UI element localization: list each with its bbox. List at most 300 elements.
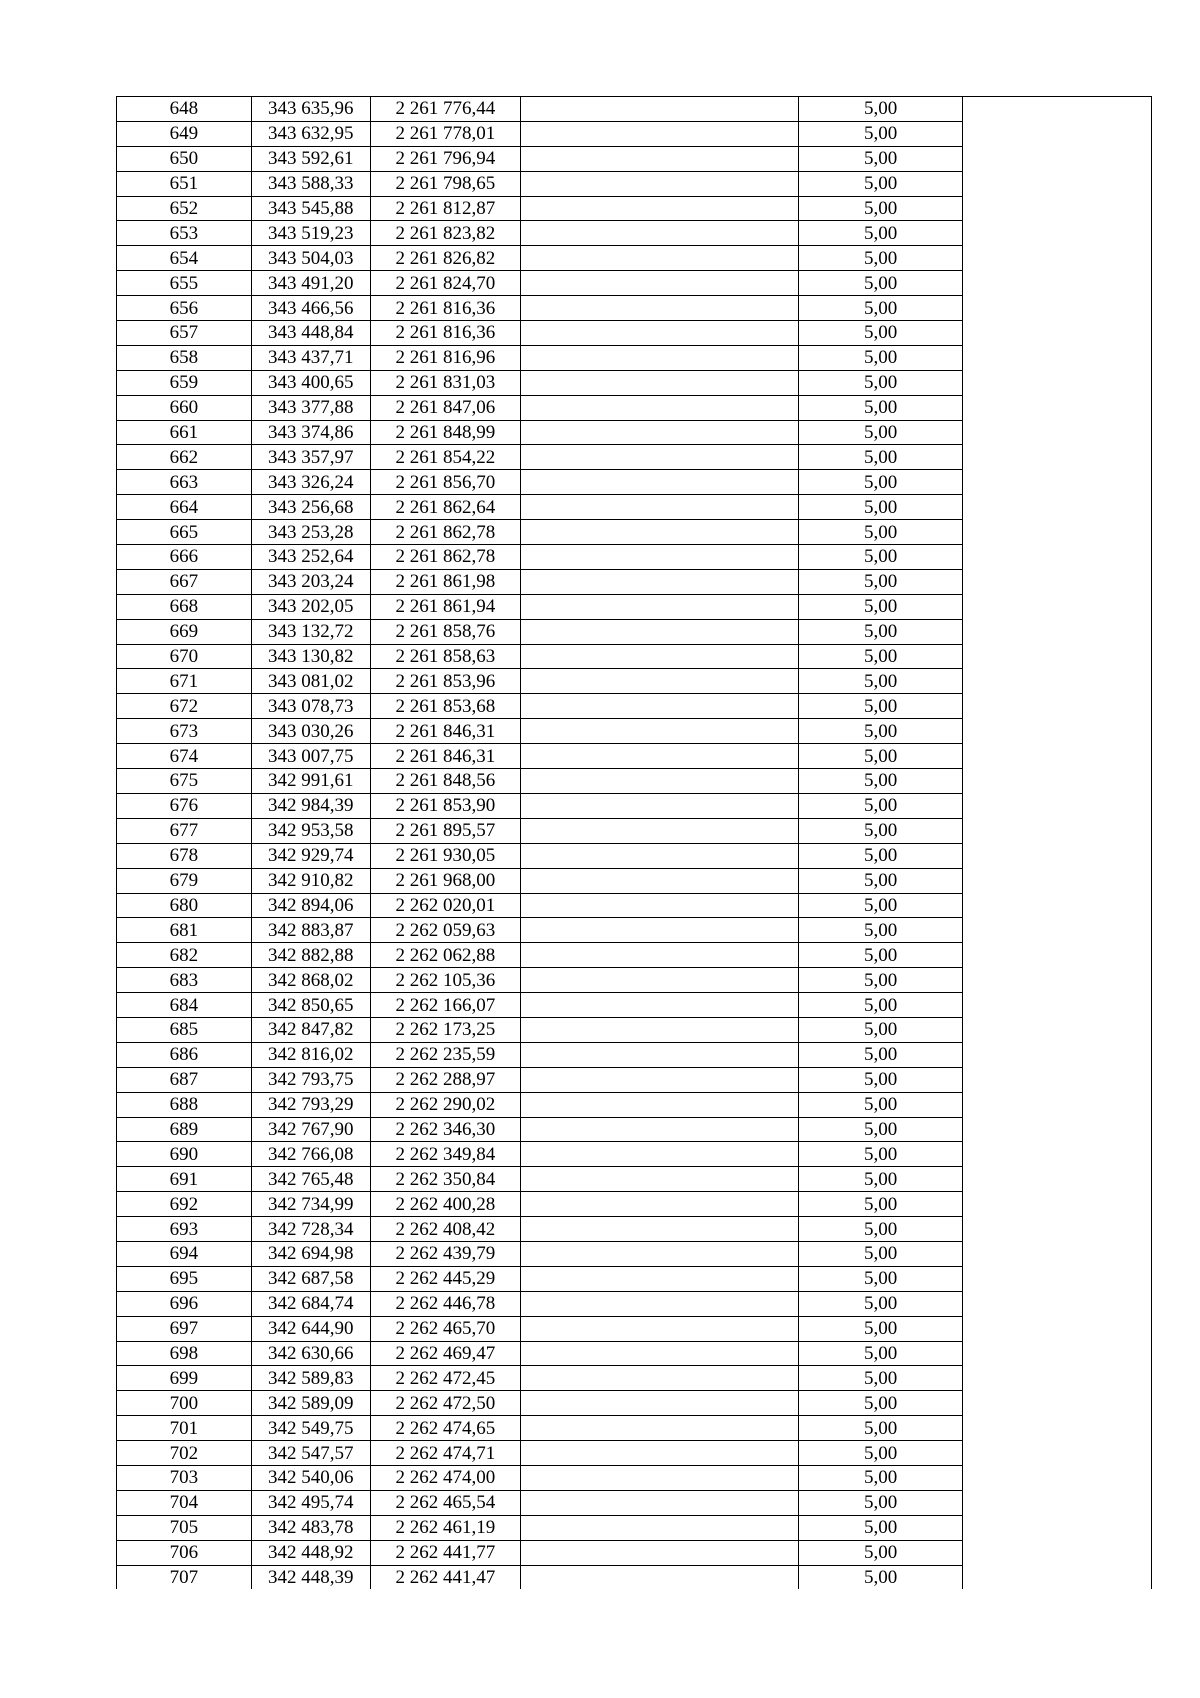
table-row: [117, 545, 1152, 570]
x-coordinate-cell: 342 684,74: [251, 1291, 370, 1316]
x-coordinate-cell: 343 635,96: [251, 97, 370, 122]
table-row: [117, 968, 1152, 993]
x-coordinate-cell: 343 400,65: [251, 370, 370, 395]
point-number-cell: 673: [117, 719, 252, 744]
x-coordinate-cell: 342 868,02: [251, 968, 370, 993]
x-coordinate-cell: 342 483,78: [251, 1515, 370, 1540]
note-cell: [962, 1490, 1151, 1515]
x-coordinate-cell: 343 519,23: [251, 221, 370, 246]
distance-cell: 5,00: [799, 1167, 962, 1192]
x-coordinate-cell: 343 504,03: [251, 246, 370, 271]
point-number-cell: 655: [117, 271, 252, 296]
table-row: [117, 1515, 1152, 1540]
distance-cell: 5,00: [799, 321, 962, 346]
note-cell: [962, 619, 1151, 644]
empty-cell: [520, 445, 799, 470]
empty-cell: [520, 171, 799, 196]
note-cell: [962, 1142, 1151, 1167]
note-cell: [962, 1217, 1151, 1242]
empty-cell: [520, 993, 799, 1018]
point-number-cell: 651: [117, 171, 252, 196]
empty-cell: [520, 1042, 799, 1067]
y-coordinate-cell: 2 262 474,65: [370, 1416, 520, 1441]
point-number-cell: 672: [117, 694, 252, 719]
table-row: [117, 520, 1152, 545]
table-row: [117, 1092, 1152, 1117]
x-coordinate-cell: 343 588,33: [251, 171, 370, 196]
y-coordinate-cell: 2 261 862,78: [370, 520, 520, 545]
distance-cell: 5,00: [799, 1515, 962, 1540]
table-row: [117, 296, 1152, 321]
point-number-cell: 692: [117, 1192, 252, 1217]
distance-cell: 5,00: [799, 545, 962, 570]
y-coordinate-cell: 2 261 816,96: [370, 345, 520, 370]
x-coordinate-cell: 343 132,72: [251, 619, 370, 644]
table-row: [117, 1266, 1152, 1291]
distance-cell: 5,00: [799, 1366, 962, 1391]
table-row: [117, 146, 1152, 171]
distance-cell: 5,00: [799, 1416, 962, 1441]
note-cell: [962, 1441, 1151, 1466]
y-coordinate-cell: 2 262 474,00: [370, 1465, 520, 1490]
note-cell: [962, 868, 1151, 893]
y-coordinate-cell: 2 261 824,70: [370, 271, 520, 296]
distance-cell: 5,00: [799, 520, 962, 545]
table-row: [117, 1042, 1152, 1067]
distance-cell: 5,00: [799, 1291, 962, 1316]
table-row: [117, 470, 1152, 495]
y-coordinate-cell: 2 262 350,84: [370, 1167, 520, 1192]
point-number-cell: 685: [117, 1017, 252, 1042]
y-coordinate-cell: 2 261 831,03: [370, 370, 520, 395]
table-row: [117, 694, 1152, 719]
distance-cell: 5,00: [799, 1042, 962, 1067]
table-row: [117, 1067, 1152, 1092]
distance-cell: 5,00: [799, 943, 962, 968]
y-coordinate-cell: 2 261 776,44: [370, 97, 520, 122]
distance-cell: 5,00: [799, 993, 962, 1018]
distance-cell: 5,00: [799, 345, 962, 370]
distance-cell: 5,00: [799, 420, 962, 445]
empty-cell: [520, 1416, 799, 1441]
distance-cell: 5,00: [799, 146, 962, 171]
empty-cell: [520, 893, 799, 918]
point-number-cell: 695: [117, 1266, 252, 1291]
point-number-cell: 677: [117, 818, 252, 843]
table-row: [117, 1142, 1152, 1167]
note-cell: [962, 445, 1151, 470]
table-row: [117, 221, 1152, 246]
note-cell: [962, 1167, 1151, 1192]
x-coordinate-cell: 342 991,61: [251, 769, 370, 794]
note-cell: [962, 843, 1151, 868]
empty-cell: [520, 1490, 799, 1515]
y-coordinate-cell: 2 261 816,36: [370, 321, 520, 346]
y-coordinate-cell: 2 261 848,99: [370, 420, 520, 445]
empty-cell: [520, 569, 799, 594]
note-cell: [962, 719, 1151, 744]
y-coordinate-cell: 2 261 861,94: [370, 594, 520, 619]
distance-cell: 5,00: [799, 271, 962, 296]
x-coordinate-cell: 342 793,75: [251, 1067, 370, 1092]
y-coordinate-cell: 2 261 858,63: [370, 644, 520, 669]
point-number-cell: 663: [117, 470, 252, 495]
x-coordinate-cell: 343 202,05: [251, 594, 370, 619]
table-row: [117, 1192, 1152, 1217]
point-number-cell: 688: [117, 1092, 252, 1117]
table-row: [117, 1316, 1152, 1341]
note-cell: [962, 1192, 1151, 1217]
empty-cell: [520, 669, 799, 694]
note-cell: [962, 793, 1151, 818]
note-cell: [962, 1341, 1151, 1366]
distance-cell: 5,00: [799, 818, 962, 843]
x-coordinate-cell: 342 540,06: [251, 1465, 370, 1490]
x-coordinate-cell: 343 592,61: [251, 146, 370, 171]
note-cell: [962, 321, 1151, 346]
empty-cell: [520, 1391, 799, 1416]
y-coordinate-cell: 2 261 798,65: [370, 171, 520, 196]
distance-cell: 5,00: [799, 97, 962, 122]
x-coordinate-cell: 343 374,86: [251, 420, 370, 445]
empty-cell: [520, 1441, 799, 1466]
empty-cell: [520, 1291, 799, 1316]
x-coordinate-cell: 342 694,98: [251, 1241, 370, 1266]
distance-cell: 5,00: [799, 395, 962, 420]
x-coordinate-cell: 342 767,90: [251, 1117, 370, 1142]
x-coordinate-cell: 343 357,97: [251, 445, 370, 470]
point-number-cell: 660: [117, 395, 252, 420]
empty-cell: [520, 1017, 799, 1042]
note-cell: [962, 569, 1151, 594]
note-cell: [962, 1391, 1151, 1416]
point-number-cell: 696: [117, 1291, 252, 1316]
y-coordinate-cell: 2 261 816,36: [370, 296, 520, 321]
distance-cell: 5,00: [799, 1465, 962, 1490]
note-cell: [962, 1465, 1151, 1490]
distance-cell: 5,00: [799, 1117, 962, 1142]
distance-cell: 5,00: [799, 495, 962, 520]
x-coordinate-cell: 343 466,56: [251, 296, 370, 321]
point-number-cell: 654: [117, 246, 252, 271]
empty-cell: [520, 594, 799, 619]
table-row: [117, 744, 1152, 769]
table-row: [117, 569, 1152, 594]
empty-cell: [520, 619, 799, 644]
table-row: [117, 1565, 1152, 1589]
x-coordinate-cell: 343 437,71: [251, 345, 370, 370]
table-row: [117, 719, 1152, 744]
table-row: [117, 993, 1152, 1018]
note-cell: [962, 345, 1151, 370]
table-row: [117, 1167, 1152, 1192]
x-coordinate-cell: 342 687,58: [251, 1266, 370, 1291]
y-coordinate-cell: 2 261 778,01: [370, 121, 520, 146]
note-cell: [962, 1241, 1151, 1266]
y-coordinate-cell: 2 261 968,00: [370, 868, 520, 893]
table-row: [117, 594, 1152, 619]
empty-cell: [520, 1067, 799, 1092]
y-coordinate-cell: 2 261 861,98: [370, 569, 520, 594]
distance-cell: 5,00: [799, 296, 962, 321]
empty-cell: [520, 545, 799, 570]
note-cell: [962, 669, 1151, 694]
y-coordinate-cell: 2 262 439,79: [370, 1241, 520, 1266]
note-cell: [962, 694, 1151, 719]
distance-cell: 5,00: [799, 968, 962, 993]
note-cell: [962, 1291, 1151, 1316]
x-coordinate-cell: 343 448,84: [251, 321, 370, 346]
note-cell: [962, 1017, 1151, 1042]
distance-cell: 5,00: [799, 470, 962, 495]
x-coordinate-cell: 343 545,88: [251, 196, 370, 221]
empty-cell: [520, 1142, 799, 1167]
table-row: [117, 1366, 1152, 1391]
point-number-cell: 662: [117, 445, 252, 470]
point-number-cell: 668: [117, 594, 252, 619]
empty-cell: [520, 1167, 799, 1192]
empty-cell: [520, 744, 799, 769]
distance-cell: 5,00: [799, 1241, 962, 1266]
table-row: [117, 171, 1152, 196]
y-coordinate-cell: 2 262 472,45: [370, 1366, 520, 1391]
y-coordinate-cell: 2 262 474,71: [370, 1441, 520, 1466]
empty-cell: [520, 818, 799, 843]
distance-cell: 5,00: [799, 1316, 962, 1341]
x-coordinate-cell: 342 589,09: [251, 1391, 370, 1416]
y-coordinate-cell: 2 261 862,78: [370, 545, 520, 570]
table-row: [117, 345, 1152, 370]
x-coordinate-cell: 343 253,28: [251, 520, 370, 545]
x-coordinate-cell: 342 765,48: [251, 1167, 370, 1192]
point-number-cell: 667: [117, 569, 252, 594]
y-coordinate-cell: 2 262 461,19: [370, 1515, 520, 1540]
table-row: [117, 843, 1152, 868]
point-number-cell: 669: [117, 619, 252, 644]
note-cell: [962, 296, 1151, 321]
distance-cell: 5,00: [799, 121, 962, 146]
empty-cell: [520, 321, 799, 346]
point-number-cell: 676: [117, 793, 252, 818]
point-number-cell: 653: [117, 221, 252, 246]
x-coordinate-cell: 342 910,82: [251, 868, 370, 893]
point-number-cell: 707: [117, 1565, 252, 1589]
note-cell: [962, 495, 1151, 520]
y-coordinate-cell: 2 262 446,78: [370, 1291, 520, 1316]
note-cell: [962, 993, 1151, 1018]
note-cell: [962, 1117, 1151, 1142]
note-cell: [962, 1565, 1151, 1589]
point-number-cell: 694: [117, 1241, 252, 1266]
point-number-cell: 665: [117, 520, 252, 545]
distance-cell: 5,00: [799, 1192, 962, 1217]
y-coordinate-cell: 2 262 105,36: [370, 968, 520, 993]
empty-cell: [520, 1192, 799, 1217]
empty-cell: [520, 719, 799, 744]
distance-cell: 5,00: [799, 669, 962, 694]
point-number-cell: 683: [117, 968, 252, 993]
empty-cell: [520, 918, 799, 943]
distance-cell: 5,00: [799, 246, 962, 271]
table-row: [117, 793, 1152, 818]
empty-cell: [520, 968, 799, 993]
point-number-cell: 686: [117, 1042, 252, 1067]
table-row: [117, 943, 1152, 968]
table-row: [117, 246, 1152, 271]
distance-cell: 5,00: [799, 1490, 962, 1515]
note-cell: [962, 769, 1151, 794]
note-cell: [962, 370, 1151, 395]
x-coordinate-cell: 342 589,83: [251, 1366, 370, 1391]
point-number-cell: 649: [117, 121, 252, 146]
y-coordinate-cell: 2 261 796,94: [370, 146, 520, 171]
point-number-cell: 687: [117, 1067, 252, 1092]
note-cell: [962, 594, 1151, 619]
empty-cell: [520, 395, 799, 420]
note-cell: [962, 246, 1151, 271]
y-coordinate-cell: 2 261 846,31: [370, 744, 520, 769]
note-cell: [962, 545, 1151, 570]
note-cell: [962, 1092, 1151, 1117]
point-number-cell: 684: [117, 993, 252, 1018]
table-row: [117, 1117, 1152, 1142]
x-coordinate-cell: 342 448,39: [251, 1565, 370, 1589]
empty-cell: [520, 196, 799, 221]
x-coordinate-cell: 342 882,88: [251, 943, 370, 968]
empty-cell: [520, 221, 799, 246]
point-number-cell: 682: [117, 943, 252, 968]
y-coordinate-cell: 2 262 346,30: [370, 1117, 520, 1142]
empty-cell: [520, 271, 799, 296]
note-cell: [962, 146, 1151, 171]
x-coordinate-cell: 343 632,95: [251, 121, 370, 146]
distance-cell: 5,00: [799, 744, 962, 769]
x-coordinate-cell: 342 766,08: [251, 1142, 370, 1167]
note-cell: [962, 1366, 1151, 1391]
point-number-cell: 650: [117, 146, 252, 171]
point-number-cell: 704: [117, 1490, 252, 1515]
note-cell: [962, 893, 1151, 918]
y-coordinate-cell: 2 262 173,25: [370, 1017, 520, 1042]
y-coordinate-cell: 2 261 812,87: [370, 196, 520, 221]
empty-cell: [520, 1092, 799, 1117]
distance-cell: 5,00: [799, 1217, 962, 1242]
x-coordinate-cell: 342 448,92: [251, 1540, 370, 1565]
distance-cell: 5,00: [799, 445, 962, 470]
empty-cell: [520, 121, 799, 146]
empty-cell: [520, 1217, 799, 1242]
x-coordinate-cell: 343 252,64: [251, 545, 370, 570]
y-coordinate-cell: 2 262 290,02: [370, 1092, 520, 1117]
distance-cell: 5,00: [799, 769, 962, 794]
empty-cell: [520, 520, 799, 545]
empty-cell: [520, 1465, 799, 1490]
table-row: [117, 1391, 1152, 1416]
table-row: [117, 321, 1152, 346]
x-coordinate-cell: 342 847,82: [251, 1017, 370, 1042]
y-coordinate-cell: 2 261 862,64: [370, 495, 520, 520]
point-number-cell: 705: [117, 1515, 252, 1540]
note-cell: [962, 1540, 1151, 1565]
x-coordinate-cell: 342 793,29: [251, 1092, 370, 1117]
table-row: [117, 644, 1152, 669]
empty-cell: [520, 97, 799, 122]
point-number-cell: 691: [117, 1167, 252, 1192]
y-coordinate-cell: 2 261 930,05: [370, 843, 520, 868]
note-cell: [962, 97, 1151, 122]
distance-cell: 5,00: [799, 171, 962, 196]
empty-cell: [520, 495, 799, 520]
table-row: [117, 1540, 1152, 1565]
empty-cell: [520, 146, 799, 171]
note-cell: [962, 818, 1151, 843]
point-number-cell: 671: [117, 669, 252, 694]
y-coordinate-cell: 2 261 856,70: [370, 470, 520, 495]
note-cell: [962, 395, 1151, 420]
empty-cell: [520, 345, 799, 370]
y-coordinate-cell: 2 261 847,06: [370, 395, 520, 420]
table-row: [117, 395, 1152, 420]
x-coordinate-cell: 343 491,20: [251, 271, 370, 296]
x-coordinate-cell: 343 377,88: [251, 395, 370, 420]
point-number-cell: 703: [117, 1465, 252, 1490]
point-number-cell: 698: [117, 1341, 252, 1366]
coordinates-table: [116, 96, 1152, 1589]
note-cell: [962, 744, 1151, 769]
y-coordinate-cell: 2 262 400,28: [370, 1192, 520, 1217]
y-coordinate-cell: 2 261 858,76: [370, 619, 520, 644]
point-number-cell: 659: [117, 370, 252, 395]
y-coordinate-cell: 2 262 469,47: [370, 1341, 520, 1366]
y-coordinate-cell: 2 261 853,68: [370, 694, 520, 719]
empty-cell: [520, 1117, 799, 1142]
empty-cell: [520, 296, 799, 321]
y-coordinate-cell: 2 262 441,77: [370, 1540, 520, 1565]
table-row: [117, 1490, 1152, 1515]
coordinates-table-body: [117, 97, 1152, 1590]
distance-cell: 5,00: [799, 1017, 962, 1042]
table-row: [117, 1465, 1152, 1490]
note-cell: [962, 644, 1151, 669]
empty-cell: [520, 370, 799, 395]
x-coordinate-cell: 342 850,65: [251, 993, 370, 1018]
note-cell: [962, 121, 1151, 146]
x-coordinate-cell: 343 030,26: [251, 719, 370, 744]
y-coordinate-cell: 2 261 853,90: [370, 793, 520, 818]
distance-cell: 5,00: [799, 1142, 962, 1167]
distance-cell: 5,00: [799, 221, 962, 246]
x-coordinate-cell: 342 816,02: [251, 1042, 370, 1067]
point-number-cell: 699: [117, 1366, 252, 1391]
distance-cell: 5,00: [799, 893, 962, 918]
point-number-cell: 674: [117, 744, 252, 769]
y-coordinate-cell: 2 261 848,56: [370, 769, 520, 794]
empty-cell: [520, 843, 799, 868]
distance-cell: 5,00: [799, 1266, 962, 1291]
table-row: [117, 918, 1152, 943]
empty-cell: [520, 1366, 799, 1391]
empty-cell: [520, 1540, 799, 1565]
empty-cell: [520, 943, 799, 968]
table-row: [117, 893, 1152, 918]
distance-cell: 5,00: [799, 1441, 962, 1466]
y-coordinate-cell: 2 262 020,01: [370, 893, 520, 918]
point-number-cell: 661: [117, 420, 252, 445]
table-row: [117, 1241, 1152, 1266]
empty-cell: [520, 1241, 799, 1266]
note-cell: [962, 918, 1151, 943]
point-number-cell: 693: [117, 1217, 252, 1242]
